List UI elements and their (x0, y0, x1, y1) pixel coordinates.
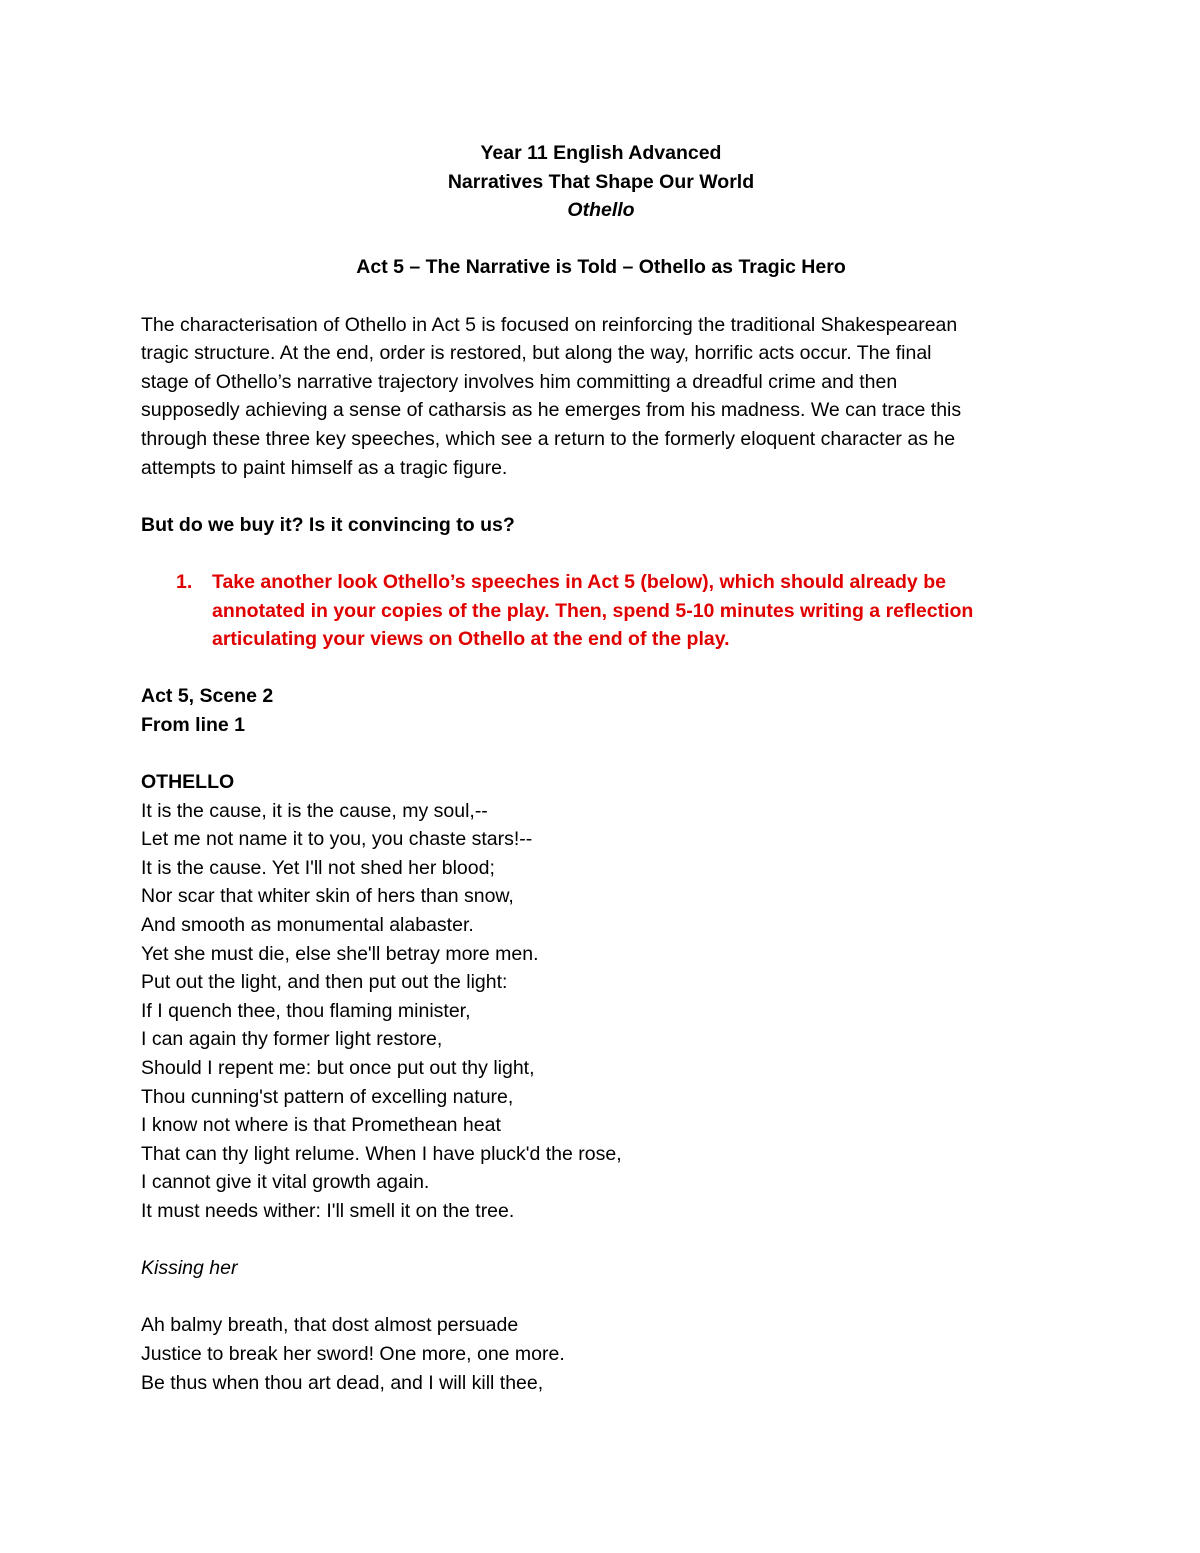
task-number: 1. (176, 570, 193, 593)
speaker-name: OTHELLO (141, 771, 235, 794)
verse-line: It is the cause. Yet I'll not shed her blood; (141, 856, 495, 879)
intro-line: attempts to paint himself as a tragic figure. (141, 456, 508, 479)
spacer (141, 482, 1061, 511)
spacer (141, 1283, 1061, 1312)
task-line: annotated in your copies of the play. Then, spend 5-10 minutes writing a reflection (212, 599, 974, 622)
verse-line: Put out the light, and then put out the light: (141, 971, 508, 994)
verse-line: It must needs wither: I'll smell it on the tree. (141, 1199, 515, 1222)
speech-block-continued (141, 1311, 1061, 1397)
speech-block (141, 797, 1061, 1226)
intro-line: through these three key speeches, which see a return to the formerly eloquent character as he (141, 427, 956, 450)
stage-direction: Kissing her (141, 1257, 238, 1280)
spacer (141, 739, 1061, 768)
verse-line: Be thus when thou art dead, and I will kill thee, (141, 1371, 544, 1394)
verse-line: Thou cunning'st pattern of excelling nature, (141, 1085, 514, 1108)
verse-line: Yet she must die, else she'll betray more men. (141, 942, 539, 965)
guiding-question: But do we buy it? Is it convincing to us? (141, 513, 515, 536)
document-body (141, 139, 1061, 1397)
intro-line: The characterisation of Othello in Act 5 is focused on reinforcing the traditional Shakespearean (141, 313, 958, 336)
task-line: Take another look Othello’s speeches in Act 5 (below), which should already be (212, 570, 946, 593)
verse-line: Justice to break her sword! One more, one more. (141, 1342, 565, 1365)
verse-line: It is the cause, it is the cause, my soul,-- (141, 799, 488, 822)
course-title: Year 11 English Advanced (480, 142, 722, 164)
intro-line: stage of Othello’s narrative trajectory involves him committing a dreadful crime and then (141, 370, 898, 393)
text-title: Othello (567, 199, 635, 222)
spacer (141, 282, 1061, 311)
verse-line: I cannot give it vital growth again. (141, 1171, 430, 1194)
scene-heading: Act 5, Scene 2 (141, 685, 274, 708)
verse-line: That can thy light relume. When I have pluck'd the rose, (141, 1142, 622, 1165)
module-title: Narratives That Shape Our World (447, 170, 755, 193)
verse-line: Ah balmy breath, that dost almost persuade (141, 1314, 519, 1337)
task-item (141, 568, 1061, 654)
spacer (141, 225, 1061, 254)
intro-line: supposedly achieving a sense of catharsis as he emerges from his madness. We can trace this (141, 399, 962, 422)
intro-paragraph (141, 311, 1061, 483)
verse-line: I can again thy former light restore, (141, 1028, 443, 1051)
line-reference: From line 1 (141, 713, 246, 736)
task-line: articulating your views on Othello at the end of the play. (212, 628, 730, 651)
spacer (141, 654, 1061, 683)
spacer (141, 1226, 1061, 1255)
verse-line: Let me not name it to you, you chaste stars!-- (141, 828, 533, 851)
verse-line: I know not where is that Promethean heat (141, 1114, 501, 1137)
verse-line: Nor scar that whiter skin of hers than snow, (141, 885, 514, 908)
verse-line: Should I repent me: but once put out thy light, (141, 1057, 535, 1079)
section-title: Act 5 – The Narrative is Told – Othello as Tragic Hero (356, 256, 846, 279)
spacer (141, 539, 1061, 568)
intro-line: tragic structure. At the end, order is restored, but along the way, horrific acts occur. The final (141, 342, 932, 365)
verse-line: And smooth as monumental alabaster. (141, 914, 474, 937)
verse-line: If I quench thee, thou flaming minister, (141, 999, 471, 1022)
